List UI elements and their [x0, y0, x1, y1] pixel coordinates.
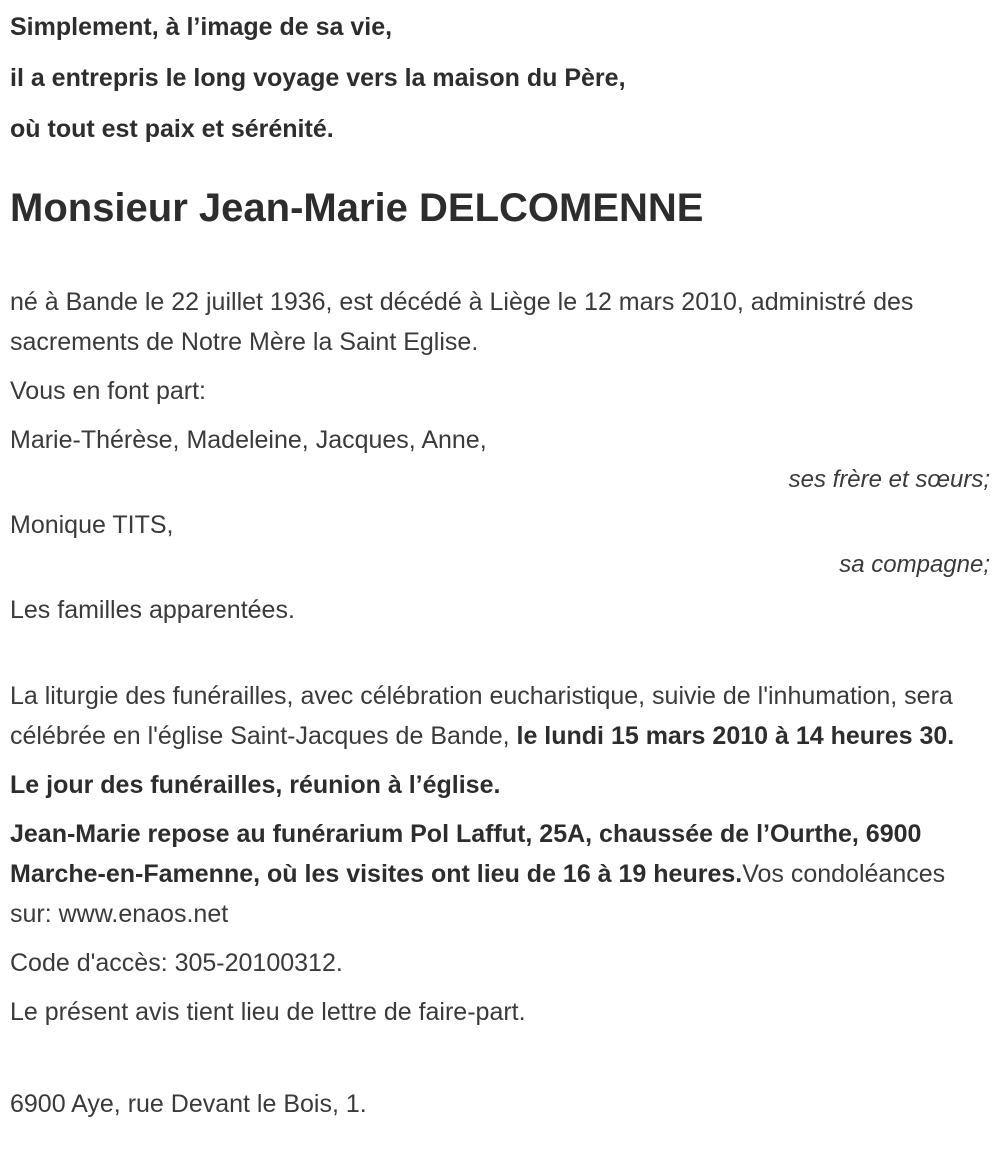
reunion-line: Le jour des funérailles, réunion à l’église. [10, 771, 501, 799]
deceased-name-title: Monsieur Jean-Marie DELCOMENNE [10, 186, 704, 230]
condolences-text: Vos condoléances sur: www.enaos.net [10, 860, 946, 928]
intro-line-3: où tout est paix et sérénité. [10, 115, 334, 143]
announcement-line: Vous en font part: [10, 377, 206, 405]
birth-death-line: né à Bande le 22 juillet 1936, est décédé à Liège le 12 mars 2010, administré des sacrements de Notre Mère la Saint Eglise. [10, 288, 914, 356]
intro-line-2: il a entrepris le long voyage vers la maison du Père, [10, 64, 626, 92]
family-relation-companion: sa compagne; [839, 551, 990, 578]
notice-statement-line: Le présent avis tient lieu de lettre de faire-part. [10, 998, 526, 1026]
related-families-line: Les familles apparentées. [10, 596, 295, 624]
liturgy-date-bold: le lundi 15 mars 2010 à 14 heures 30. [516, 722, 955, 750]
family-relation-siblings: ses frère et sœurs; [788, 466, 990, 493]
intro-line-1: Simplement, à l’image de sa vie, [10, 13, 393, 41]
family-names-siblings: Marie-Thérèse, Madeleine, Jacques, Anne, [10, 426, 487, 454]
funerarium-paragraph [10, 814, 990, 934]
funerarium-text-bold: Jean-Marie repose au funérarium Pol Laffut, 25A, chaussée de l’Ourthe, 6900 Marche-en-Famenne, où les visites ont lieu de 16 à 19 heures. [10, 820, 922, 888]
liturgy-paragraph [10, 676, 990, 756]
liturgy-text: La liturgie des funérailles, avec célébration eucharistique, suivie de l'inhumation, sera célébrée en l'église Saint-Jacques de Bande, [10, 682, 953, 750]
access-code-line: Code d'accès: 305-20100312. [10, 949, 343, 977]
address-line: 6900 Aye, rue Devant le Bois, 1. [10, 1090, 367, 1118]
family-names-companion: Monique TITS, [10, 511, 174, 539]
